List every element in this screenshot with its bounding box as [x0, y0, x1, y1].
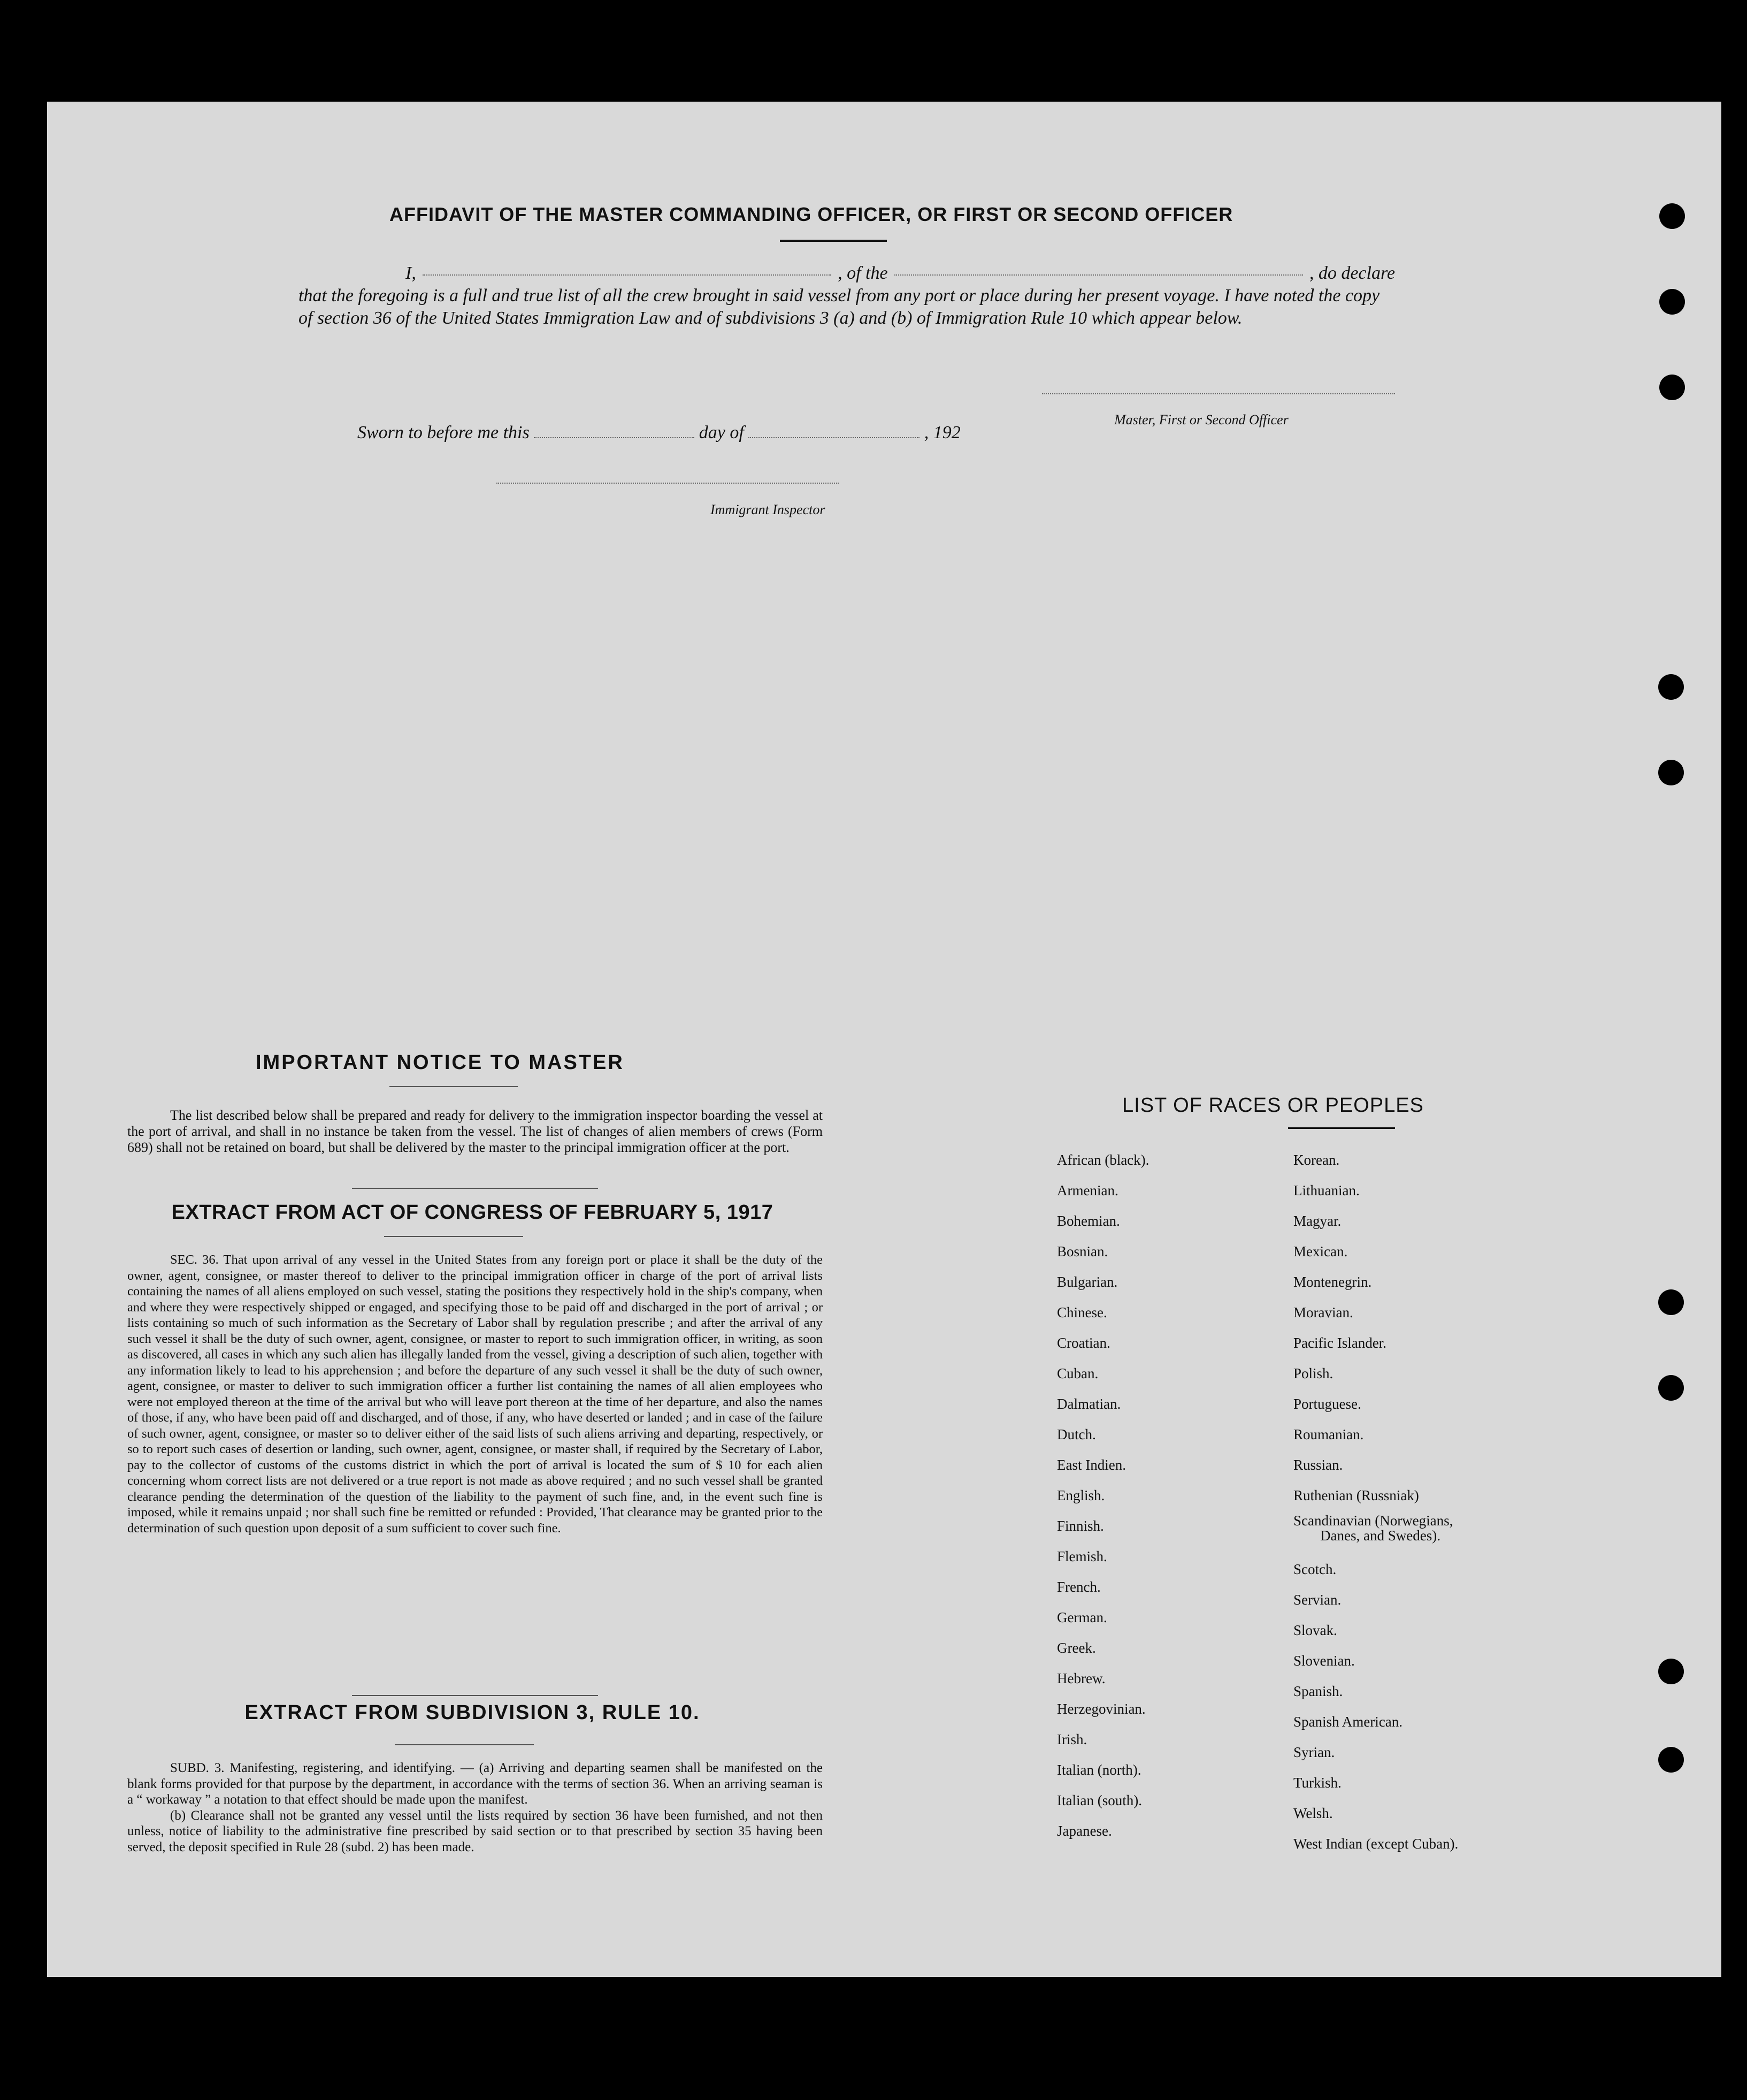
- inspector-signature-label: Immigrant Inspector: [710, 502, 825, 517]
- race-item: Roumanian.: [1293, 1426, 1364, 1442]
- race-item: German.: [1057, 1609, 1107, 1625]
- subdivision-divider: [395, 1744, 534, 1745]
- race-item: Servian.: [1293, 1592, 1342, 1608]
- race-item: Scotch.: [1293, 1561, 1337, 1577]
- race-item: Moravian.: [1293, 1304, 1353, 1320]
- subdivision-text-block: [127, 1760, 823, 1855]
- subdivision-text-b: (b) Clearance shall not be granted any vessel until the lists required by section 36 have been furnished, and not then unless, notice of liability to the administrative fine prescribed by said section or to that prescribed by section 35 having been served, the deposit specified in Rule 28 (subd. 2) has been made.: [127, 1808, 823, 1854]
- sworn-day-field[interactable]: [534, 437, 694, 438]
- binder-hole: [1659, 289, 1685, 315]
- notice-divider: [389, 1086, 518, 1087]
- act-text-block: [127, 1252, 823, 1536]
- race-item: Pacific Islander.: [1293, 1335, 1386, 1351]
- binder-hole: [1658, 760, 1684, 785]
- race-item: Dutch.: [1057, 1426, 1096, 1442]
- race-item: Portuguese.: [1293, 1396, 1361, 1412]
- declare-suffix: , do declare: [1309, 263, 1396, 283]
- race-item: Slovenian.: [1293, 1653, 1355, 1669]
- races-underline: [1288, 1127, 1395, 1129]
- subdivision-title: EXTRACT FROM SUBDIVISION 3, RULE 10.: [244, 1701, 700, 1724]
- race-item: Russian.: [1293, 1457, 1343, 1473]
- binder-hole: [1658, 1375, 1684, 1401]
- race-item-continued: Danes, and Swedes).: [1320, 1528, 1440, 1544]
- race-item: African (black).: [1057, 1152, 1150, 1168]
- race-item: Bulgarian.: [1057, 1274, 1118, 1290]
- race-item: Polish.: [1293, 1365, 1334, 1381]
- affidavit-text: that the foregoing is a full and true list of all the crew brought in said vessel from any port or place during her present voyage. I have noted the copy of section 36 of the United States Immigration Law and of subdivisions 3 (a) and (b) of Immigration Rule 10 which appear below.: [298, 286, 1380, 328]
- race-item: Hebrew.: [1057, 1670, 1106, 1686]
- binder-hole: [1658, 1747, 1684, 1773]
- vessel-name-field[interactable]: [894, 274, 1303, 276]
- race-item: Finnish.: [1057, 1518, 1104, 1534]
- binder-hole: [1658, 1659, 1684, 1684]
- race-item: Dalmatian.: [1057, 1396, 1121, 1412]
- binder-hole: [1659, 375, 1685, 400]
- race-item: Armenian.: [1057, 1182, 1118, 1198]
- sworn-label: Sworn to before me this: [357, 423, 530, 442]
- race-item: Croatian.: [1057, 1335, 1110, 1351]
- race-item: Spanish American.: [1293, 1714, 1403, 1730]
- race-item: Welsh.: [1293, 1805, 1333, 1821]
- race-item: Flemish.: [1057, 1548, 1107, 1564]
- notice-end-divider: [352, 1188, 598, 1189]
- race-item: Scandinavian (Norwegians,: [1293, 1513, 1453, 1529]
- declarant-name-field[interactable]: [423, 274, 831, 276]
- race-item: Spanish.: [1293, 1683, 1343, 1699]
- race-item: Bohemian.: [1057, 1213, 1120, 1229]
- master-signature-label: Master, First or Second Officer: [1114, 412, 1289, 427]
- race-item: Bosnian.: [1057, 1243, 1108, 1259]
- race-item: Turkish.: [1293, 1775, 1342, 1791]
- race-item: French.: [1057, 1579, 1101, 1595]
- races-title: LIST OF RACES OR PEOPLES: [1122, 1094, 1424, 1117]
- race-item: Cuban.: [1057, 1365, 1099, 1381]
- races-list-left: [1057, 1145, 1149, 1846]
- race-item: Korean.: [1293, 1152, 1340, 1168]
- act-end-divider: [352, 1695, 598, 1696]
- day-of-label: day of: [699, 423, 744, 442]
- race-item: Montenegrin.: [1293, 1274, 1372, 1290]
- race-item: Chinese.: [1057, 1304, 1107, 1320]
- race-item: Italian (south).: [1057, 1792, 1142, 1808]
- act-text: SEC. 36. That upon arrival of any vessel in the United States from any foreign port or place it shall be the duty of the owner, agent, consignee, or master thereof to deliver to the principal immigration officer in charge of the port of arrival lists containing the names of all aliens employed on such vessel, stating the positions they respectively hold in the ship's company, when and where they were respectively shipped or engaged, and specifying those to be paid off and discharged in the port of arrival ; or lists containing so much of such information as the Secretary of Labor shall by regulation prescribe ; and after the arrival of any such vessel it shall be the duty of such owner, agent, consignee, or master to report to such immigration officer, in writing, as soon as discovered, all cases in which any such alien has illegally landed from the vessel, giving a description of such alien, together with any information likely to lead to his apprehension ; and before the departure of any such vessel it shall be the duty of such owner, agent, consignee, or master to deliver to such immigration officer a further list containing the names of all alien employees who were not employed thereon at the time of the arrival but who will leave port thereon at the time of her departure, and also the names of those, if any, who have been paid off and discharged, and of those, if any, who have deserted or landed ; and in case of the failure of such owner, agent, consignee, or master so to deliver either of the said lists of such aliens arriving and departing, respectively, or so to report such cases of desertion or landing, such owner, agent, consignee, or master shall, if required by the Secretary of Labor, pay to the collector of customs of the customs district in which the port of arrival is located the sum of $ 10 for each alien concerning whom correct lists are not delivered or a true report is not made as above required ; and no such vessel shall be granted clearance pending the determination of the question of the liability to the payment of such fine, and, in the event such fine is imposed, while it remains unpaid ; nor shall such fine be remitted or refunded : Provided, That clearance may be granted prior to the determination of such question upon deposit of a sum sufficient to cover such fine.: [127, 1253, 823, 1536]
- race-item: Mexican.: [1293, 1243, 1348, 1259]
- race-item: Ruthenian (Russniak): [1293, 1487, 1419, 1503]
- race-item: Herzegovinian.: [1057, 1701, 1146, 1717]
- race-item: Magyar.: [1293, 1213, 1342, 1229]
- master-signature-field[interactable]: [1042, 393, 1395, 394]
- binder-hole: [1659, 203, 1685, 229]
- race-item: English.: [1057, 1487, 1105, 1503]
- vessel-prefix: , of the: [838, 263, 888, 283]
- act-title: EXTRACT FROM ACT OF CONGRESS OF FEBRUARY 5, 1917: [171, 1201, 773, 1224]
- title-underline: [780, 240, 887, 242]
- notice-text: The list described below shall be prepared and ready for delivery to the immigration inspector boarding the vessel at the port of arrival, and shall in no instance be taken from the vessel. The list of changes of alien members of crews (Form 689) shall not be retained on board, but shall be delivered by the master to the principal immigration officer at the port.: [127, 1108, 823, 1155]
- binder-hole: [1658, 1289, 1684, 1315]
- act-divider: [384, 1236, 523, 1237]
- affidavit-title: AFFIDAVIT OF THE MASTER COMMANDING OFFICER, OR FIRST OR SECOND OFFICER: [389, 203, 1233, 225]
- subdivision-text-a: SUBD. 3. Manifesting, registering, and identifying. — (a) Arriving and departing seamen shall be manifested on the blank forms provided for that purpose by the department, in accordance with the terms of section 36. When an arriving seaman is a “ workaway ” a notation to that effect should be made upon the manifest.: [127, 1761, 823, 1807]
- notice-text-block: [127, 1108, 823, 1156]
- inspector-signature-field[interactable]: [496, 483, 839, 484]
- race-item: Lithuanian.: [1293, 1182, 1360, 1198]
- races-list-right: [1293, 1145, 1458, 1859]
- race-item: Slovak.: [1293, 1622, 1337, 1638]
- race-item-multiline: [1293, 1511, 1458, 1554]
- year-label: , 192: [924, 423, 961, 442]
- affidavit-body: [298, 262, 1395, 330]
- race-item: Syrian.: [1293, 1744, 1335, 1760]
- declaration-line: [298, 262, 1395, 285]
- notice-title: IMPORTANT NOTICE TO MASTER: [256, 1051, 624, 1074]
- declarant-prefix: I,: [405, 263, 416, 283]
- race-item: East Indien.: [1057, 1457, 1126, 1473]
- race-item: Irish.: [1057, 1731, 1087, 1747]
- race-item: Italian (north).: [1057, 1762, 1141, 1778]
- sworn-line: [357, 423, 961, 443]
- sworn-month-field[interactable]: [748, 437, 920, 438]
- race-item: Japanese.: [1057, 1823, 1112, 1839]
- binder-hole: [1658, 674, 1684, 700]
- document-page: [47, 102, 1721, 1977]
- race-item: Greek.: [1057, 1640, 1096, 1656]
- race-item: West Indian (except Cuban).: [1293, 1836, 1459, 1852]
